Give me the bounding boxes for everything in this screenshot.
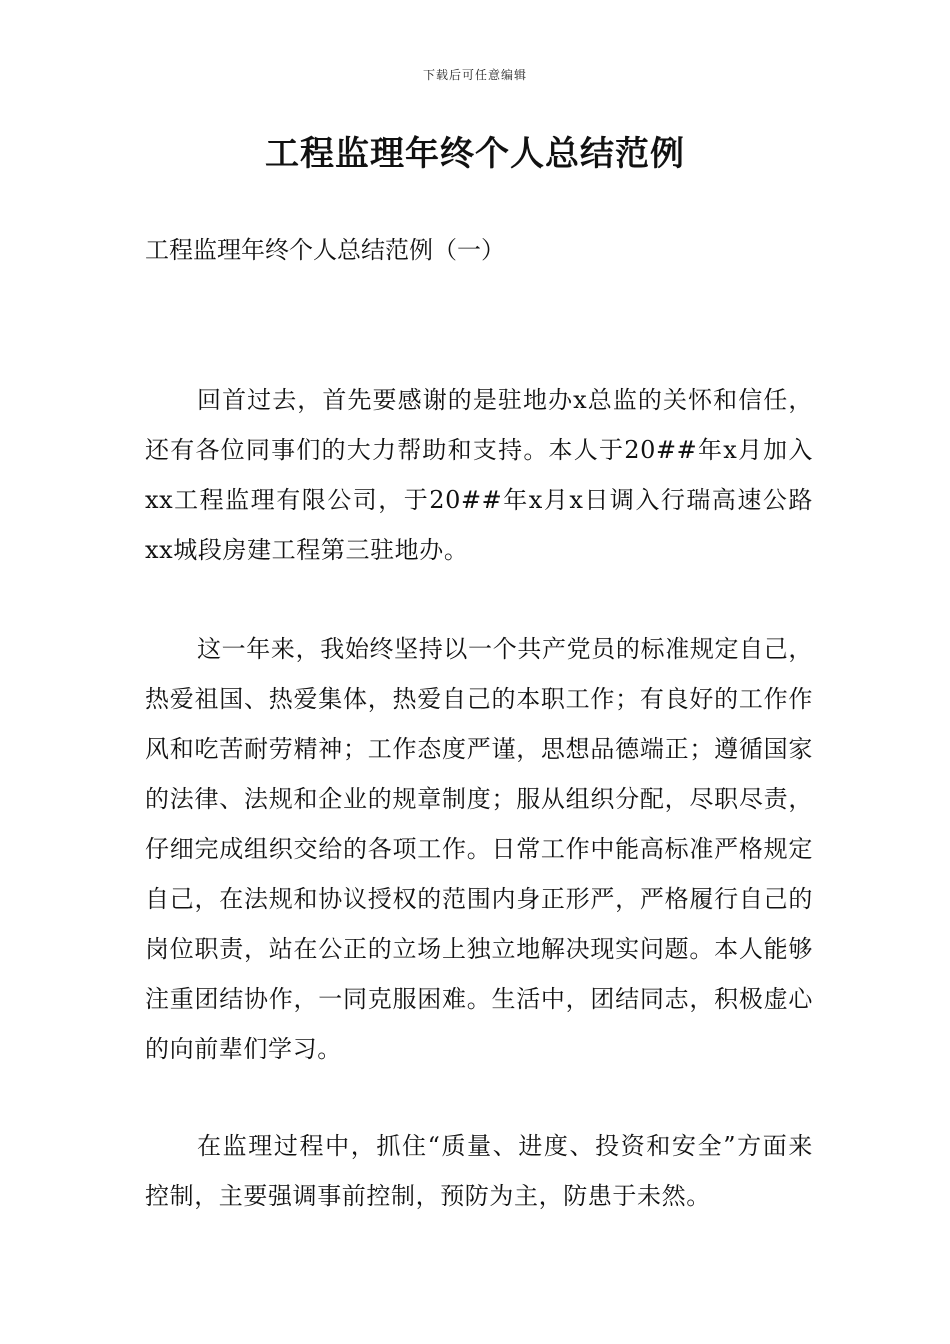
paragraph-1: 回首过去，首先要感谢的是驻地办x总监的关怀和信任，还有各位同事们的大力帮助和支持。本人于20##年x月加入xx工程监理有限公司，于20##年x月x日调入行瑞高速公路xx城段房建工程第三驻地办。: [145, 386, 813, 564]
document-title: 工程监理年终个人总结范例: [265, 134, 685, 174]
section-subtitle: 工程监理年终个人总结范例（一）: [145, 236, 505, 264]
paragraph-3: 在监理过程中，抓住“质量、进度、投资和安全”方面来控制，主要强调事前控制，预防为主，防患于未然。: [145, 1132, 813, 1210]
header-note: 下载后可任意编辑: [422, 68, 527, 82]
paragraph-2: 这一年来，我始终坚持以一个共产党员的标准规定自己，热爱祖国、热爱集体，热爱自己的本职工作；有良好的工作作风和吃苦耐劳精神；工作态度严谨，思想品德端正；遵循国家的法律、法规和企业的规章制度；服从组织分配，尽职尽责，仔细完成组织交给的各项工作。日常工作中能高标准严格规定自己，在法规和协议授权的范围内身正形严，严格履行自己的岗位职责，站在公正的立场上独立地解决现实问题。本人能够注重团结协作，一同克服困难。生活中，团结同志，积极虚心的向前辈们学习。: [145, 635, 813, 1063]
